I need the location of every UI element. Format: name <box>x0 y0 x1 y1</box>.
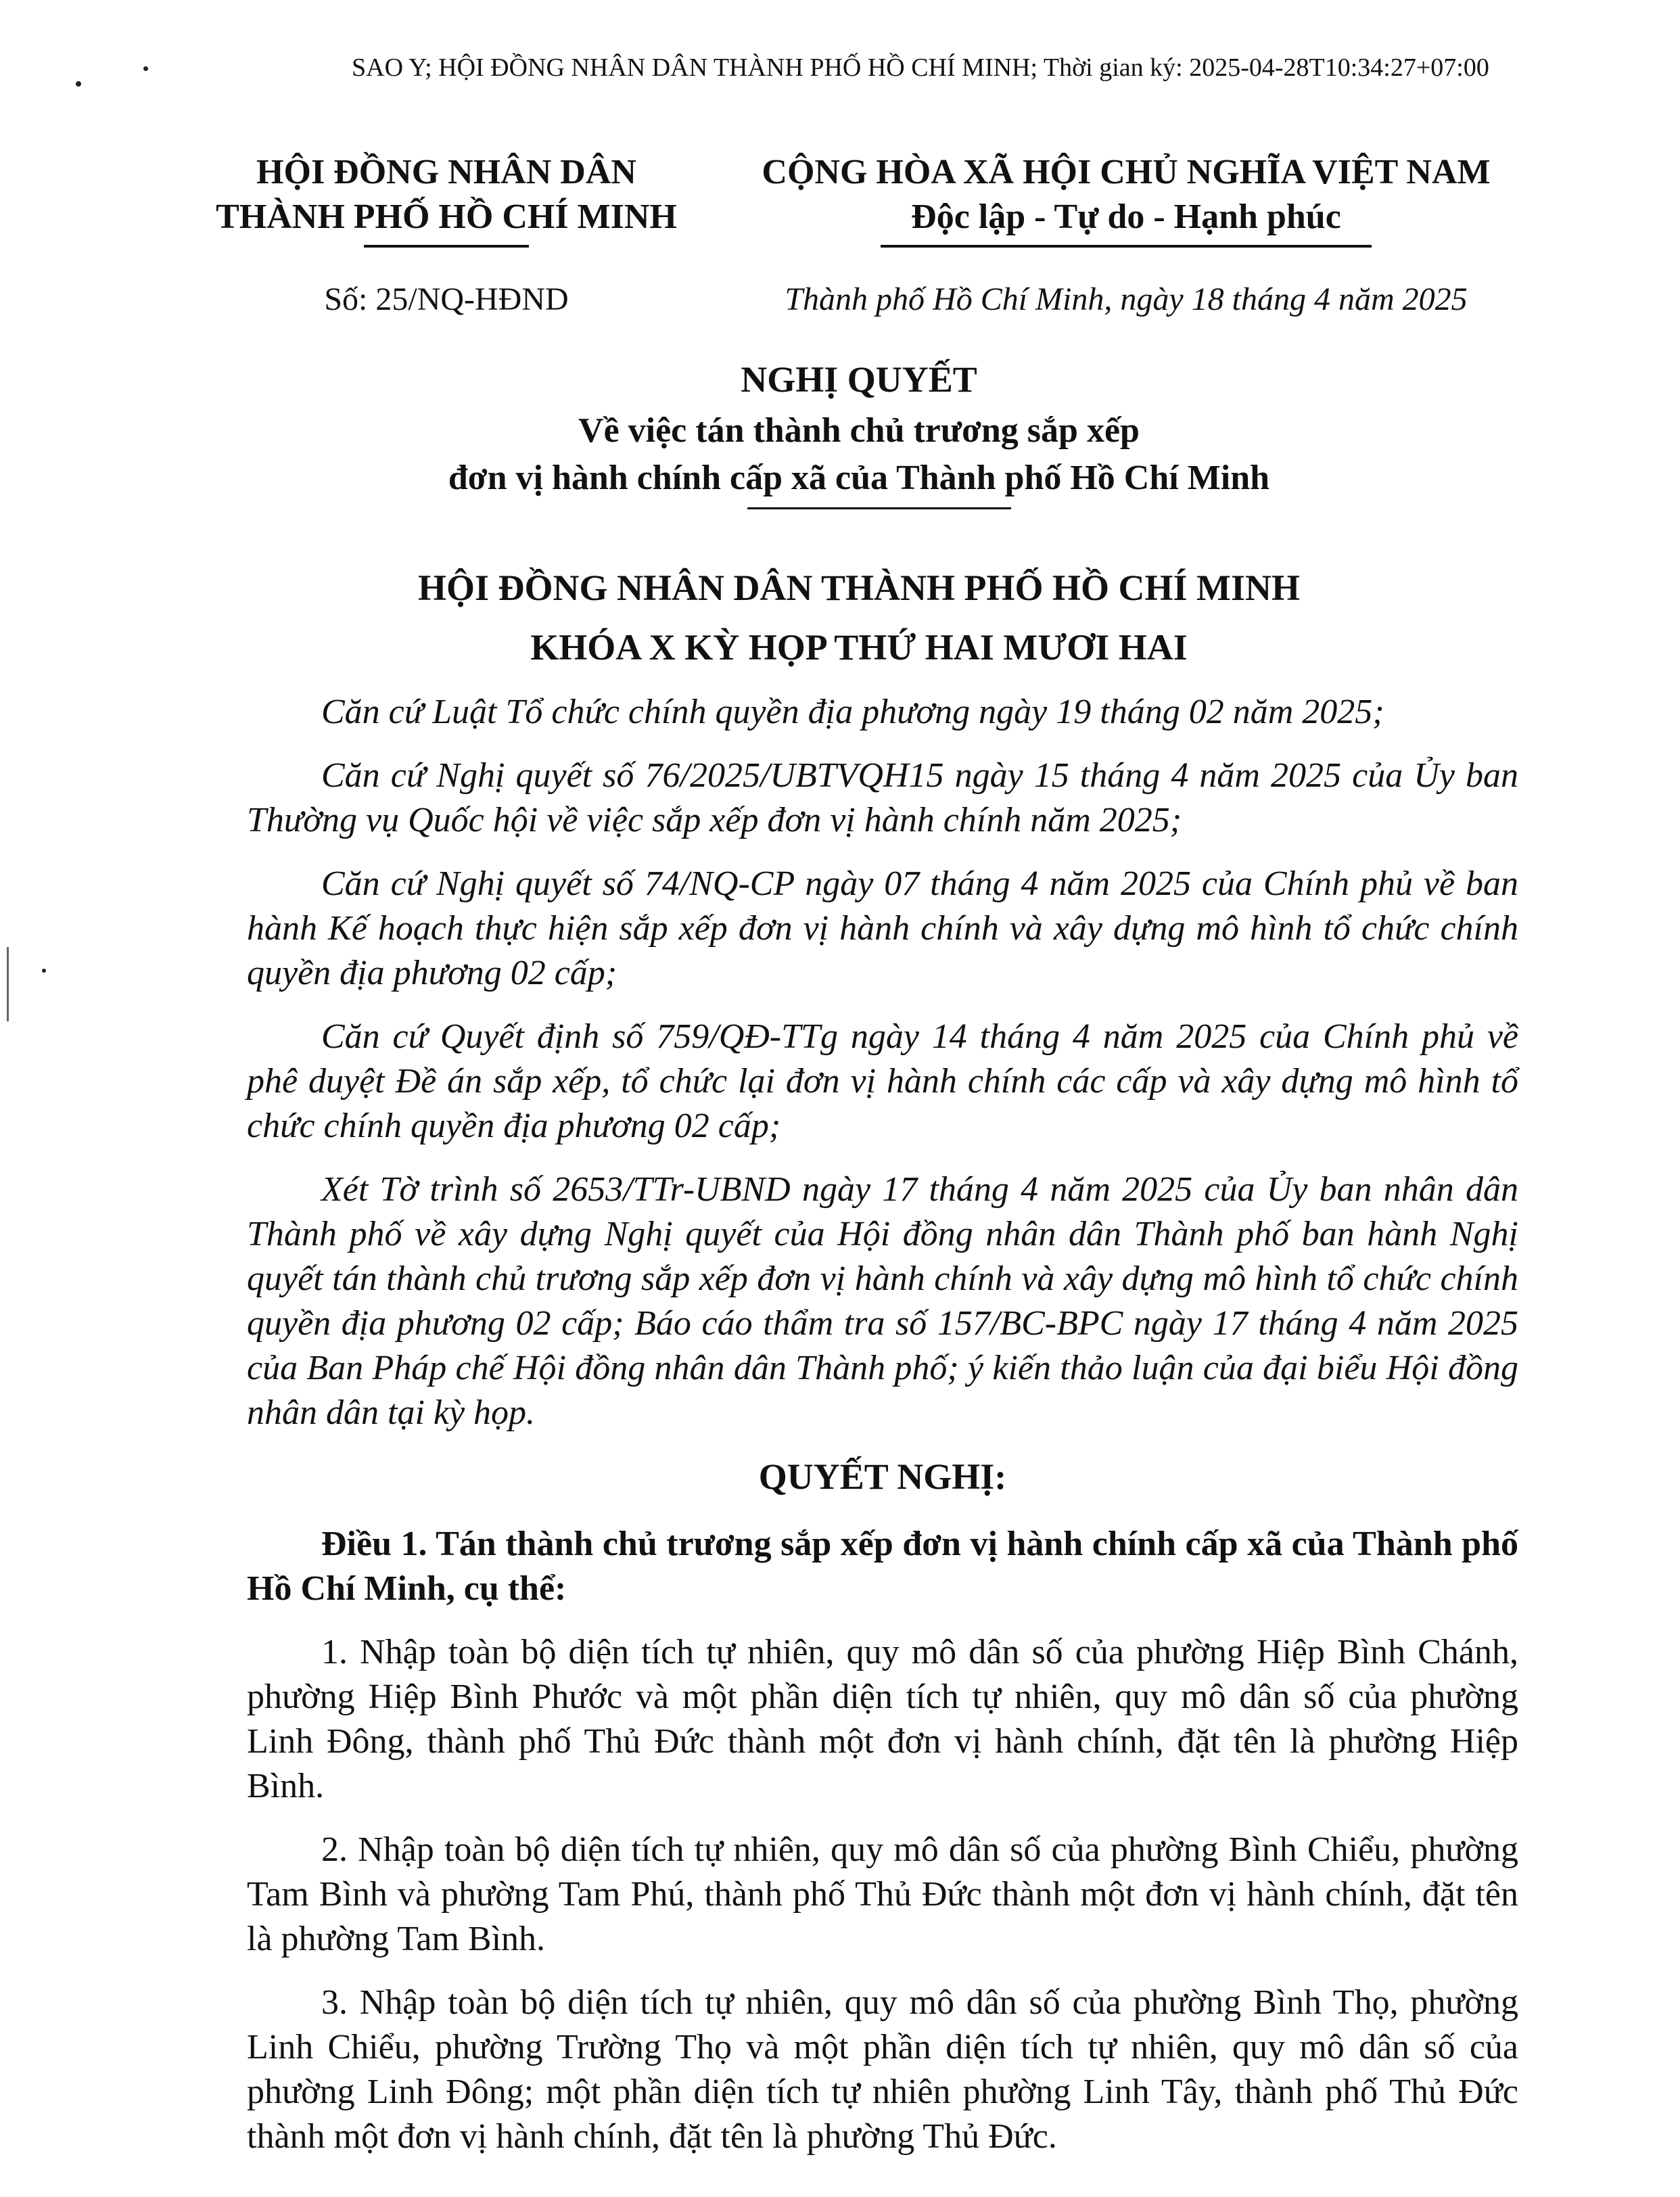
issuing-authority <box>196 150 697 239</box>
legal-basis: Xét Tờ trình số 2653/TTr-UBND ngày 17 tháng 4 năm 2025 của Ủy ban nhân dân Thành phố về xây dựng Nghị quyết của Hội đồng nhân dân Thành phố ban hành Nghị quyết tán thành chủ trương sắp xếp đơn vị hành chính và xây dựng mô hình tổ chức chính quyền địa phương 02 cấp; Báo cáo thẩm tra số 157/BC-BPC ngày 17 tháng 4 năm 2025 của Ban Pháp chế Hội đồng nhân dân Thành phố; ý kiến thảo luận của đại biểu Hội đồng nhân dân tại kỳ họp. <box>247 1170 1518 1432</box>
subject-line-1: Về việc tán thành chủ trương sắp xếp <box>578 411 1140 450</box>
article-item: 1. Nhập toàn bộ diện tích tự nhiên, quy mô dân số của phường Hiệp Bình Chánh, phường Hiệp Bình Phước và một phần diện tích tự nhiên, quy mô dân số của phường Linh Đông, thành phố Thủ Đức thành một đơn vị hành chính, đặt tên là phường Hiệp Bình. <box>247 1633 1518 1805</box>
document-type: NGHỊ QUYẾT <box>741 359 977 400</box>
document-subject <box>203 407 1515 502</box>
issuer-line-1: HỘI ĐỒNG NHÂN DÂN <box>256 153 636 191</box>
resolved-heading: QUYẾT NGHỊ: <box>758 1456 1007 1497</box>
legal-basis: Căn cứ Luật Tổ chức chính quyền địa phương ngày 19 tháng 02 năm 2025; <box>321 693 1384 731</box>
national-heading <box>730 150 1522 239</box>
legal-basis: Căn cứ Quyết định số 759/QĐ-TTg ngày 14 tháng 4 năm 2025 của Chính phủ về phê duyệt Đề án sắp xếp, tổ chức lại đơn vị hành chính các cấp và xây dựng mô hình tổ chức chính quyền địa phương 02 cấp; <box>247 1017 1518 1145</box>
scan-speck <box>143 66 148 71</box>
article-item: 3. Nhập toàn bộ diện tích tự nhiên, quy mô dân số của phường Bình Thọ, phường Linh Chiểu, phường Trường Thọ và một phần diện tích tự nhiên, quy mô dân số của phường Linh Đông; một phần diện tích tự nhiên phường Linh Tây, thành phố Thủ Đức thành một đơn vị hành chính, đặt tên là phường Thủ Đức. <box>247 1983 1518 2156</box>
issuer-line-2: THÀNH PHỐ HỒ CHÍ MINH <box>216 198 677 236</box>
scan-speck <box>76 81 81 87</box>
issuing-body-line-2: KHÓA X KỲ HỌP THỨ HAI MƯƠI HAI <box>530 627 1188 668</box>
legal-basis: Căn cứ Nghị quyết số 76/2025/UBTVQH15 ngày 15 tháng 4 năm 2025 của Ủy ban Thường vụ Quốc hội về việc sắp xếp đơn vị hành chính năm 2025; <box>247 756 1518 839</box>
issuing-body <box>203 558 1515 677</box>
article-1: Điều 1. Tán thành chủ trương sắp xếp đơn vị hành chính cấp xã của Thành phố Hồ Chí Minh, cụ thể: <box>247 1525 1518 1608</box>
document-body <box>247 690 1518 2178</box>
subject-underline <box>747 507 1011 509</box>
scan-margin-mark <box>7 947 9 1021</box>
digital-signature-stamp: SAO Y; HỘI ĐỒNG NHÂN DÂN THÀNH PHỐ HỒ CHÍ MINH; Thời gian ký: 2025-04-28T10:34:27+07:00 <box>352 53 1489 82</box>
place-and-date: Thành phố Hồ Chí Minh, ngày 18 tháng 4 năm 2025 <box>785 281 1468 317</box>
subject-line-2: đơn vị hành chính cấp xã của Thành phố Hồ Chí Minh <box>448 459 1270 497</box>
national-motto: Độc lập - Tự do - Hạnh phúc <box>911 198 1341 236</box>
scan-speck <box>42 969 46 973</box>
document-number: Số: 25/NQ-HĐND <box>324 281 569 317</box>
issuer-underline <box>364 245 529 248</box>
nation-name: CỘNG HÒA XÃ HỘI CHỦ NGHĨA VIỆT NAM <box>762 153 1491 191</box>
issuing-body-line-1: HỘI ĐỒNG NHÂN DÂN THÀNH PHỐ HỒ CHÍ MINH <box>417 568 1301 608</box>
motto-underline <box>881 245 1372 248</box>
article-item: 2. Nhập toàn bộ diện tích tự nhiên, quy mô dân số của phường Bình Chiểu, phường Tam Bình và phường Tam Phú, thành phố Thủ Đức thành một đơn vị hành chính, đặt tên là phường Tam Bình. <box>247 1830 1518 1958</box>
legal-basis: Căn cứ Nghị quyết số 74/NQ-CP ngày 07 tháng 4 năm 2025 của Chính phủ về ban hành Kế hoạch thực hiện sắp xếp đơn vị hành chính và xây dựng mô hình tổ chức chính quyền địa phương 02 cấp; <box>247 864 1518 992</box>
